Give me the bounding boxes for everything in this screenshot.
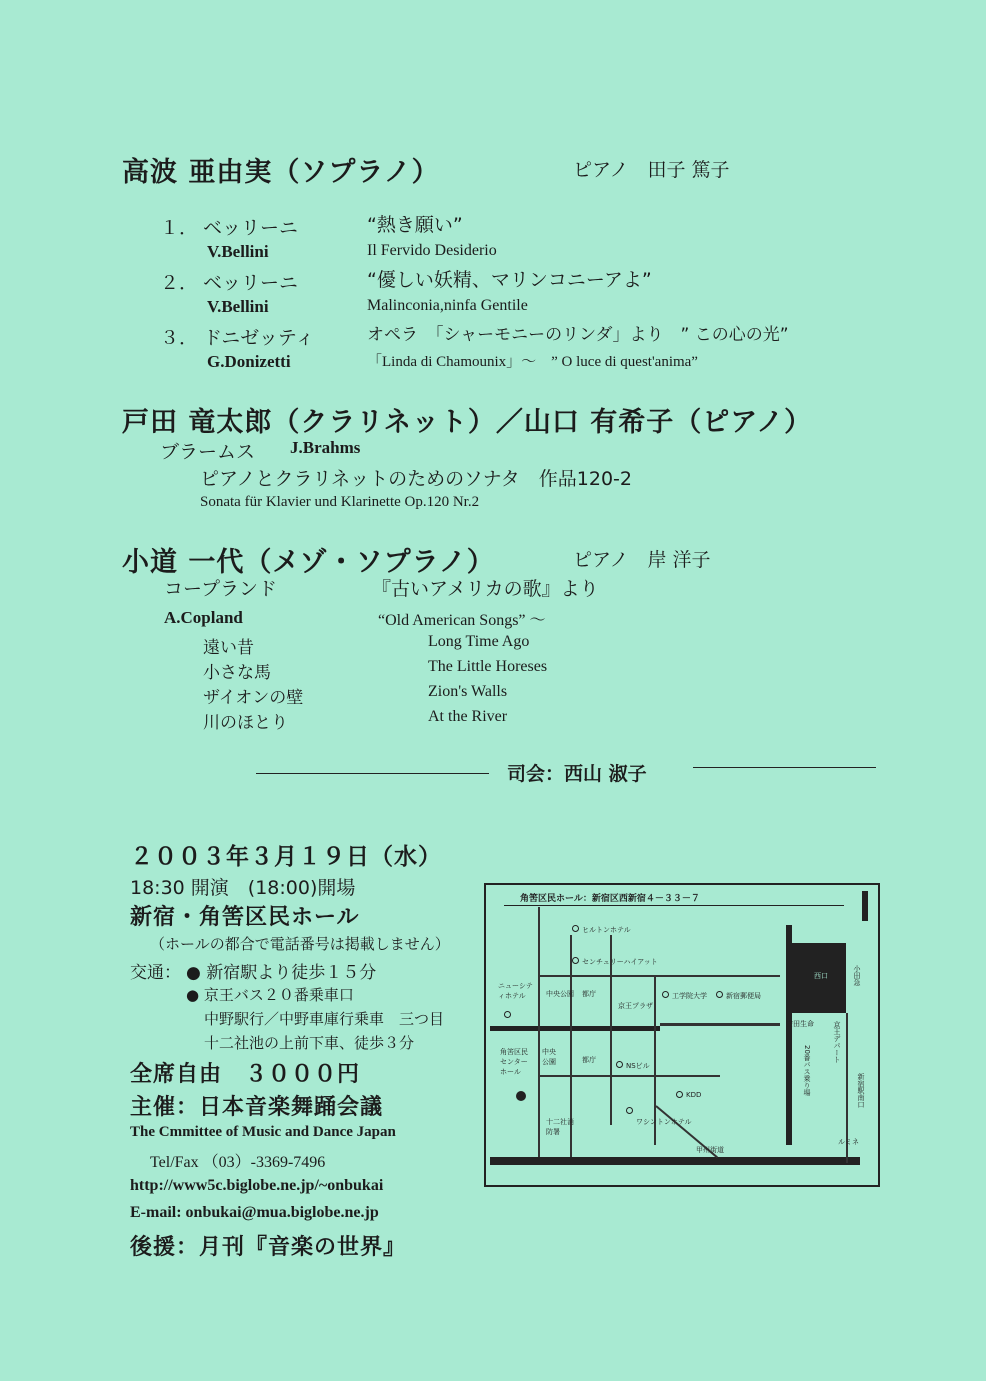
composer-en: V.Bellini xyxy=(207,297,269,316)
map-road-h-top xyxy=(540,975,780,977)
map-marker xyxy=(662,991,669,998)
item-number: ２． xyxy=(160,272,199,294)
map-label-yasuda: 安田生命 xyxy=(786,1020,814,1028)
composer-en: J.Brahms xyxy=(290,438,361,457)
map-label-tocho: 都庁 xyxy=(582,990,596,998)
section3-accompanist: ピアノ 岸 洋子 xyxy=(573,549,711,571)
song-jp: 川のほとり xyxy=(203,713,288,733)
title-en: Sonata für Klavier und Klarinette Op.120 Nr.2 xyxy=(200,494,480,510)
map-hall-marker xyxy=(516,1091,526,1101)
access-walk: ● 新宿駅より徒歩１５分 xyxy=(186,963,377,983)
map-marker xyxy=(676,1091,683,1098)
map-label-bus20: 20番バス乗り場 xyxy=(803,1045,811,1096)
access-bus: ● 京王バス２０番乗車口 xyxy=(186,986,354,1004)
divider-right xyxy=(693,767,876,768)
map-road-h-mid xyxy=(540,1075,720,1077)
map-marker xyxy=(504,1011,511,1018)
composer-jp: ブラームス xyxy=(160,441,256,463)
section1-performer: 高波 亜由実（ソプラノ） xyxy=(122,157,440,188)
map-label-juniso: 十二社消防署 xyxy=(546,1118,574,1136)
event-time: 18:30 開演 (18:00)開場 xyxy=(130,877,356,899)
access-bus-line: 中野駅行／中野車庫行乗車 三つ目 xyxy=(204,1010,445,1028)
song-jp: 遠い昔 xyxy=(203,638,254,658)
composer-jp: ベッリーニ xyxy=(203,272,299,294)
access-bus-stop: 十二社池の上前下車、徒歩３分 xyxy=(204,1034,415,1052)
song-en: The Little Horeses xyxy=(428,658,548,675)
map-marker xyxy=(616,1061,623,1068)
song-en: At the River xyxy=(428,708,508,725)
composer-jp: コープランド xyxy=(164,578,278,600)
title-jp: “熱き願い” xyxy=(367,214,463,236)
access-label: 交通： xyxy=(130,963,181,983)
map-label-odakyu: 小田急 xyxy=(853,965,861,986)
composer-en: V.Bellini xyxy=(207,242,269,261)
composer-en: G.Donizetti xyxy=(207,352,291,371)
map-label-kdd: KDD xyxy=(686,1091,702,1099)
title-en: Il Fervido Desiderio xyxy=(367,242,497,259)
title-en: 「Linda di Chamounix」～ ” O luce di quest'anima” xyxy=(367,354,698,370)
section2-performer: 戸田 竜太郎（クラリネット）／山口 有希子（ピアノ） xyxy=(122,407,813,438)
map-rail xyxy=(786,925,792,1145)
contact-tel: Tel/Fax （03）-3369-7496 xyxy=(150,1154,326,1171)
admission: 全席自由 ３０００円 xyxy=(130,1062,361,1087)
map-road-koshu xyxy=(490,1157,860,1165)
map-label-minami: 新宿駅南口 xyxy=(857,1073,865,1108)
map-label-new-city: ニューシティホテル xyxy=(498,982,533,1000)
composer-jp: ドニゼッティ xyxy=(203,327,315,349)
composer-en: A.Copland xyxy=(164,608,243,627)
item-number: １． xyxy=(160,217,199,239)
website-link[interactable]: http://www5c.biglobe.ne.jp/~onbukai xyxy=(130,1177,384,1194)
map-label-post: 新宿郵便局 xyxy=(726,992,761,1000)
organizer: 主催：日本音楽舞踊会議 xyxy=(130,1095,384,1120)
map-label-tocho-2: 都庁 xyxy=(582,1056,596,1064)
map-road-horizontal xyxy=(490,1026,660,1031)
map-label-lumine: ルミネ xyxy=(838,1138,859,1146)
access-map xyxy=(484,883,880,1187)
map-label-koshu: 甲州街道 xyxy=(696,1146,724,1154)
map-label-washington: ワシントンホテル xyxy=(636,1118,692,1126)
map-marker xyxy=(716,991,723,998)
title-jp: オペラ 「シャーモニーのリンダ」より ” この心の光” xyxy=(367,325,789,345)
item-number: ３． xyxy=(160,327,199,349)
map-marker xyxy=(626,1107,633,1114)
map-label-ns: NSビル xyxy=(626,1062,650,1070)
song-en: Long Time Ago xyxy=(428,633,530,650)
section1-accompanist: ピアノ 田子 篤子 xyxy=(573,159,730,181)
host: 司会：西山 淑子 xyxy=(507,763,647,785)
map-label-keio-plaza: 京王プラザ xyxy=(618,1002,653,1010)
venue-note: （ホールの都合で電話番号は掲載しません） xyxy=(150,935,450,953)
composer-jp: ベッリーニ xyxy=(203,217,299,239)
map-header-line xyxy=(504,905,844,906)
map-header: 角筈区民ホール：新宿区西新宿４－３３－７ xyxy=(520,894,700,904)
work-en: “Old American Songs” ～ xyxy=(378,612,546,629)
divider-left xyxy=(256,773,489,774)
support: 後援：月刊『音楽の世界』 xyxy=(130,1235,407,1260)
map-marker xyxy=(572,925,579,932)
map-road-vertical-1 xyxy=(538,907,540,1157)
event-date: ２００３年３月１９日（水） xyxy=(130,844,442,870)
song-jp: ザイオンの壁 xyxy=(203,688,304,708)
section3-performer: 小道 一代（メゾ・ソプラノ） xyxy=(122,547,495,578)
map-label-kogakuin: 工学院大学 xyxy=(672,992,707,1000)
map-label-hall: 角筈区民センターホール xyxy=(500,1048,528,1076)
map-label-nishiguchi: 西口 xyxy=(814,972,828,980)
song-jp: 小さな馬 xyxy=(203,663,271,683)
work-jp: 『古いアメリカの歌』より xyxy=(372,578,599,600)
organizer-en: The Cmmittee of Music and Dance Japan xyxy=(130,1124,396,1140)
map-label-century: センチュリーハイアット xyxy=(582,958,658,966)
map-label-park: 中央公園 xyxy=(542,1048,556,1066)
map-building xyxy=(862,891,868,921)
title-jp: ピアノとクラリネットのためのソナタ 作品120-2 xyxy=(200,468,632,490)
map-label-chuo: 中央公園 xyxy=(546,990,574,998)
map-label-hilton: ヒルトンホテル xyxy=(582,926,631,934)
title-jp: “優しい妖精、マリンコニーアよ” xyxy=(367,269,652,291)
map-marker xyxy=(572,957,579,964)
email-link[interactable]: E-mail: onbukai@mua.biglobe.ne.jp xyxy=(130,1204,379,1221)
event-venue: 新宿・角筈区民ホール xyxy=(130,905,360,930)
map-label-keio-dept: 京王デパート xyxy=(833,1021,841,1063)
map-road-horizontal-2 xyxy=(660,1023,780,1026)
song-en: Zion's Walls xyxy=(428,683,508,700)
title-en: Malinconia,ninfa Gentile xyxy=(367,297,528,314)
